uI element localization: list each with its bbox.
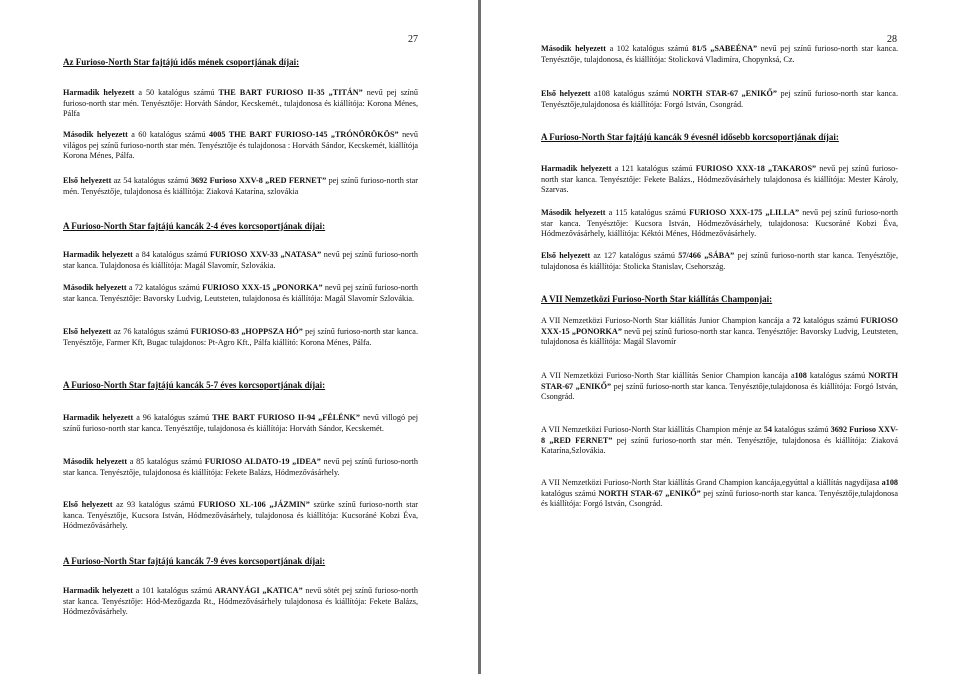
paragraph: Harmadik helyezett a 121 katalógus számú FURIOSO XXX-18 „TAKAROS” nevű pej színű furioso-north star kanca. Tenyésztője: Fekete Balázs., Hódmezővásárhely tulajdonosa és kiállítója: Mester Károly, Szarvas. <box>541 164 899 195</box>
paragraph: Első helyezett az 127 katalógus számú 57/466 „SÁBA” pej színű furioso-north star kanca. Tenyésztője, tulajdonosa és kiállítója: Stolicka Stanislav, Csehország. <box>541 251 898 271</box>
paragraph: Első helyezett az 93 katalógus számú FURIOSO XL-106 „JÁZMIN” szürke színű furioso-north star kanca. Tenyésztője, Kucsora István, Hódmezővásárhely, tulajdonosa és kiállítója: Kucsoráné Kobzi Éva, Hódmezővásárhely. <box>63 500 418 531</box>
section-heading: A Furioso-North Star fajtájú kancák 2-4 éves korcsoportjának díjai: <box>63 221 326 231</box>
paragraph: Második helyezett a 85 katalógus számú FURIOSO ALDATO-19 „IDEA” nevű pej színű furioso-north star kanca. Tenyésztője, tulajdonosa és kiállítója: Fekete Balázs, Hódmezővásárhely. <box>63 457 418 477</box>
paragraph: A VII Nemzetközi Furioso-North Star kiállítás Junior Champion kancája a 72 katalógus számú FURIOSO XXX-15 „PONORKA” nevű pej színű furioso-north star kanca. Tenyésztője: Bavorsky Ludvig, Leutsteten, tulajdonosa és kiállítója: Magál Slavomír <box>541 316 899 347</box>
page-number: 27 <box>408 34 418 45</box>
page-number: 28 <box>887 34 897 45</box>
paragraph: A VII Nemzetközi Furioso-North Star kiállítás Senior Champion kancája a108 katalógus számú NORTH STAR-67 „ENIKŐ” pej színű furioso-north star kanca. Tenyésztője,tulajdonosa és kiállítója: Forgó István, Csongrád. <box>541 371 898 402</box>
paragraph: Első helyezett az 54 katalógus számú 3692 Furioso XXV-8 „RED FERNET” pej színű furioso-north star mén. Tenyésztője, tulajdonosa és kiállítója: Ziaková Katarína, szlovákia <box>63 176 418 196</box>
paragraph: Harmadik helyezett a 50 katalógus számú THE BART FURIOSO II-35 „TITÁN” nevű pej színű furioso-north star mén. Tenyésztője: Horváth Sándor, Kecskemét., tulajdonosa és kiállítója: Korona Ménes, Pálfa <box>63 88 418 119</box>
paragraph: Első helyezett a108 katalógus számú NORTH STAR-67 „ENIKŐ” pej színű furioso-north star kanca. Tenyésztője,tulajdonosa és kiállítója: Forgó István, Csongrád. <box>541 89 898 109</box>
section-heading: A Furioso-North Star fajtájú kancák 5-7 éves korcsoportjának díjai: <box>63 380 326 390</box>
section-heading: A VII Nemzetközi Furioso-North Star kiállítás Champonjai: <box>541 294 773 304</box>
left-page <box>0 0 478 674</box>
paragraph: Második helyezett a 102 katalógus számú 81/5 „SABEÉNA” nevű pej színű furioso-north star kanca. Tenyésztője, tulajdonosa, és kiállítója: Stolicková Vladimíra, Chopynksá, Cz. <box>541 44 899 64</box>
paragraph: Harmadik helyezett a 101 katalógus számú ARANYÁGI „KATICA” nevű sötét pej színű furioso-north star kanca. Tenyésztője: Hód-Mezőgazda Rt., Hódmezővásárhely tulajdonosa és kiállítója: Fekete Balázs, Hódmezővásárhely. <box>63 586 418 617</box>
section-heading: A Furioso-North Star fajtájú kancák 9 évesnél idősebb korcsoportjának díjai: <box>541 132 839 142</box>
paragraph: Első helyezett az 76 katalógus számú FURIOSO-83 „HOPPSZA HÓ” pej színű furioso-north star kanca. Tenyésztője, Farmer Kft, Bugac tulajdonos: Pt-Agro Kft., Pálfa kiállító: Korona Ménes, Pálfa. <box>63 327 418 347</box>
paragraph: A VII Nemzetközi Furioso-North Star kiállítás Grand Champion kancája,egyúttal a kiállítás nagydíjasa a108 katalógus számú NORTH STAR-67 „ENIKŐ” pej színű furioso-north star kanca. Tenyésztője,tulajdonosa és kiállítója: Forgó István, Csongrád. <box>541 478 899 509</box>
section-heading: Az Furioso-North Star fajtájú idős mének csoportjának díjai: <box>63 57 300 67</box>
paragraph: Második helyezett a 60 katalógus számú 4005 THE BART FURIOSO-145 „TRÓNÖRÖKÖS” nevű világos pej színű furioso-north star mén. Tenyésztője és tulajdonosa : Horváth Sándor, Kecskemét, kiállítója Korona Ménes, Pálfa. <box>63 130 418 161</box>
paragraph: Harmadik helyezett a 84 katalógus számú FURIOSO XXV-33 „NATASA” nevű pej színű furioso-north star kanca. Tulajdonosa és kiállítója: Magál Slavomír, Szlovákia. <box>63 250 418 270</box>
section-heading: A Furioso-North Star fajtájú kancák 7-9 éves korcsoportjának díjai: <box>63 556 326 566</box>
paragraph: Második helyezett a 72 katalógus számú FURIOSO XXX-15 „PONORKA” nevű pej színű furioso-north star kanca. Tenyésztője: Bavorsky Ludvig, Leutsteten, tulajdonosa és kiállítója: Magál Slavomír Szlovákia. <box>63 283 418 303</box>
paragraph: A VII Nemzetközi Furioso-North Star kiállítás Champion ménje az 54 katalógus számú 3692 Furioso XXV-8 „RED FERNET” pej színű furioso-north star mén. Tenyésztője, tulajdonosa és kiállítója: Ziaková Katarína,Szlovákia. <box>541 425 898 456</box>
right-page <box>481 0 960 674</box>
paragraph: Második helyezett a 115 katalógus számú FURIOSO XXX-175 „LILLA” nevű pej színű furioso-north star kanca. Tenyésztője: Kucsora István, Hódmezővásárhely, tulajdonosa: Kucsoráné Kobzi Éva, Hódmezővásárhely, kiállítója: Kéktói Ménes, Hódmezővásárhely. <box>541 208 898 239</box>
paragraph: Harmadik helyezett a 96 katalógus számú THE BART FURIOSO II-94 „FÉLÉNK” nevű villogó pej színű furioso-north star kanca. Tenyésztője, tulajdonosa és kiállítója: Horváth Sándor, Kecskemét. <box>63 413 418 433</box>
